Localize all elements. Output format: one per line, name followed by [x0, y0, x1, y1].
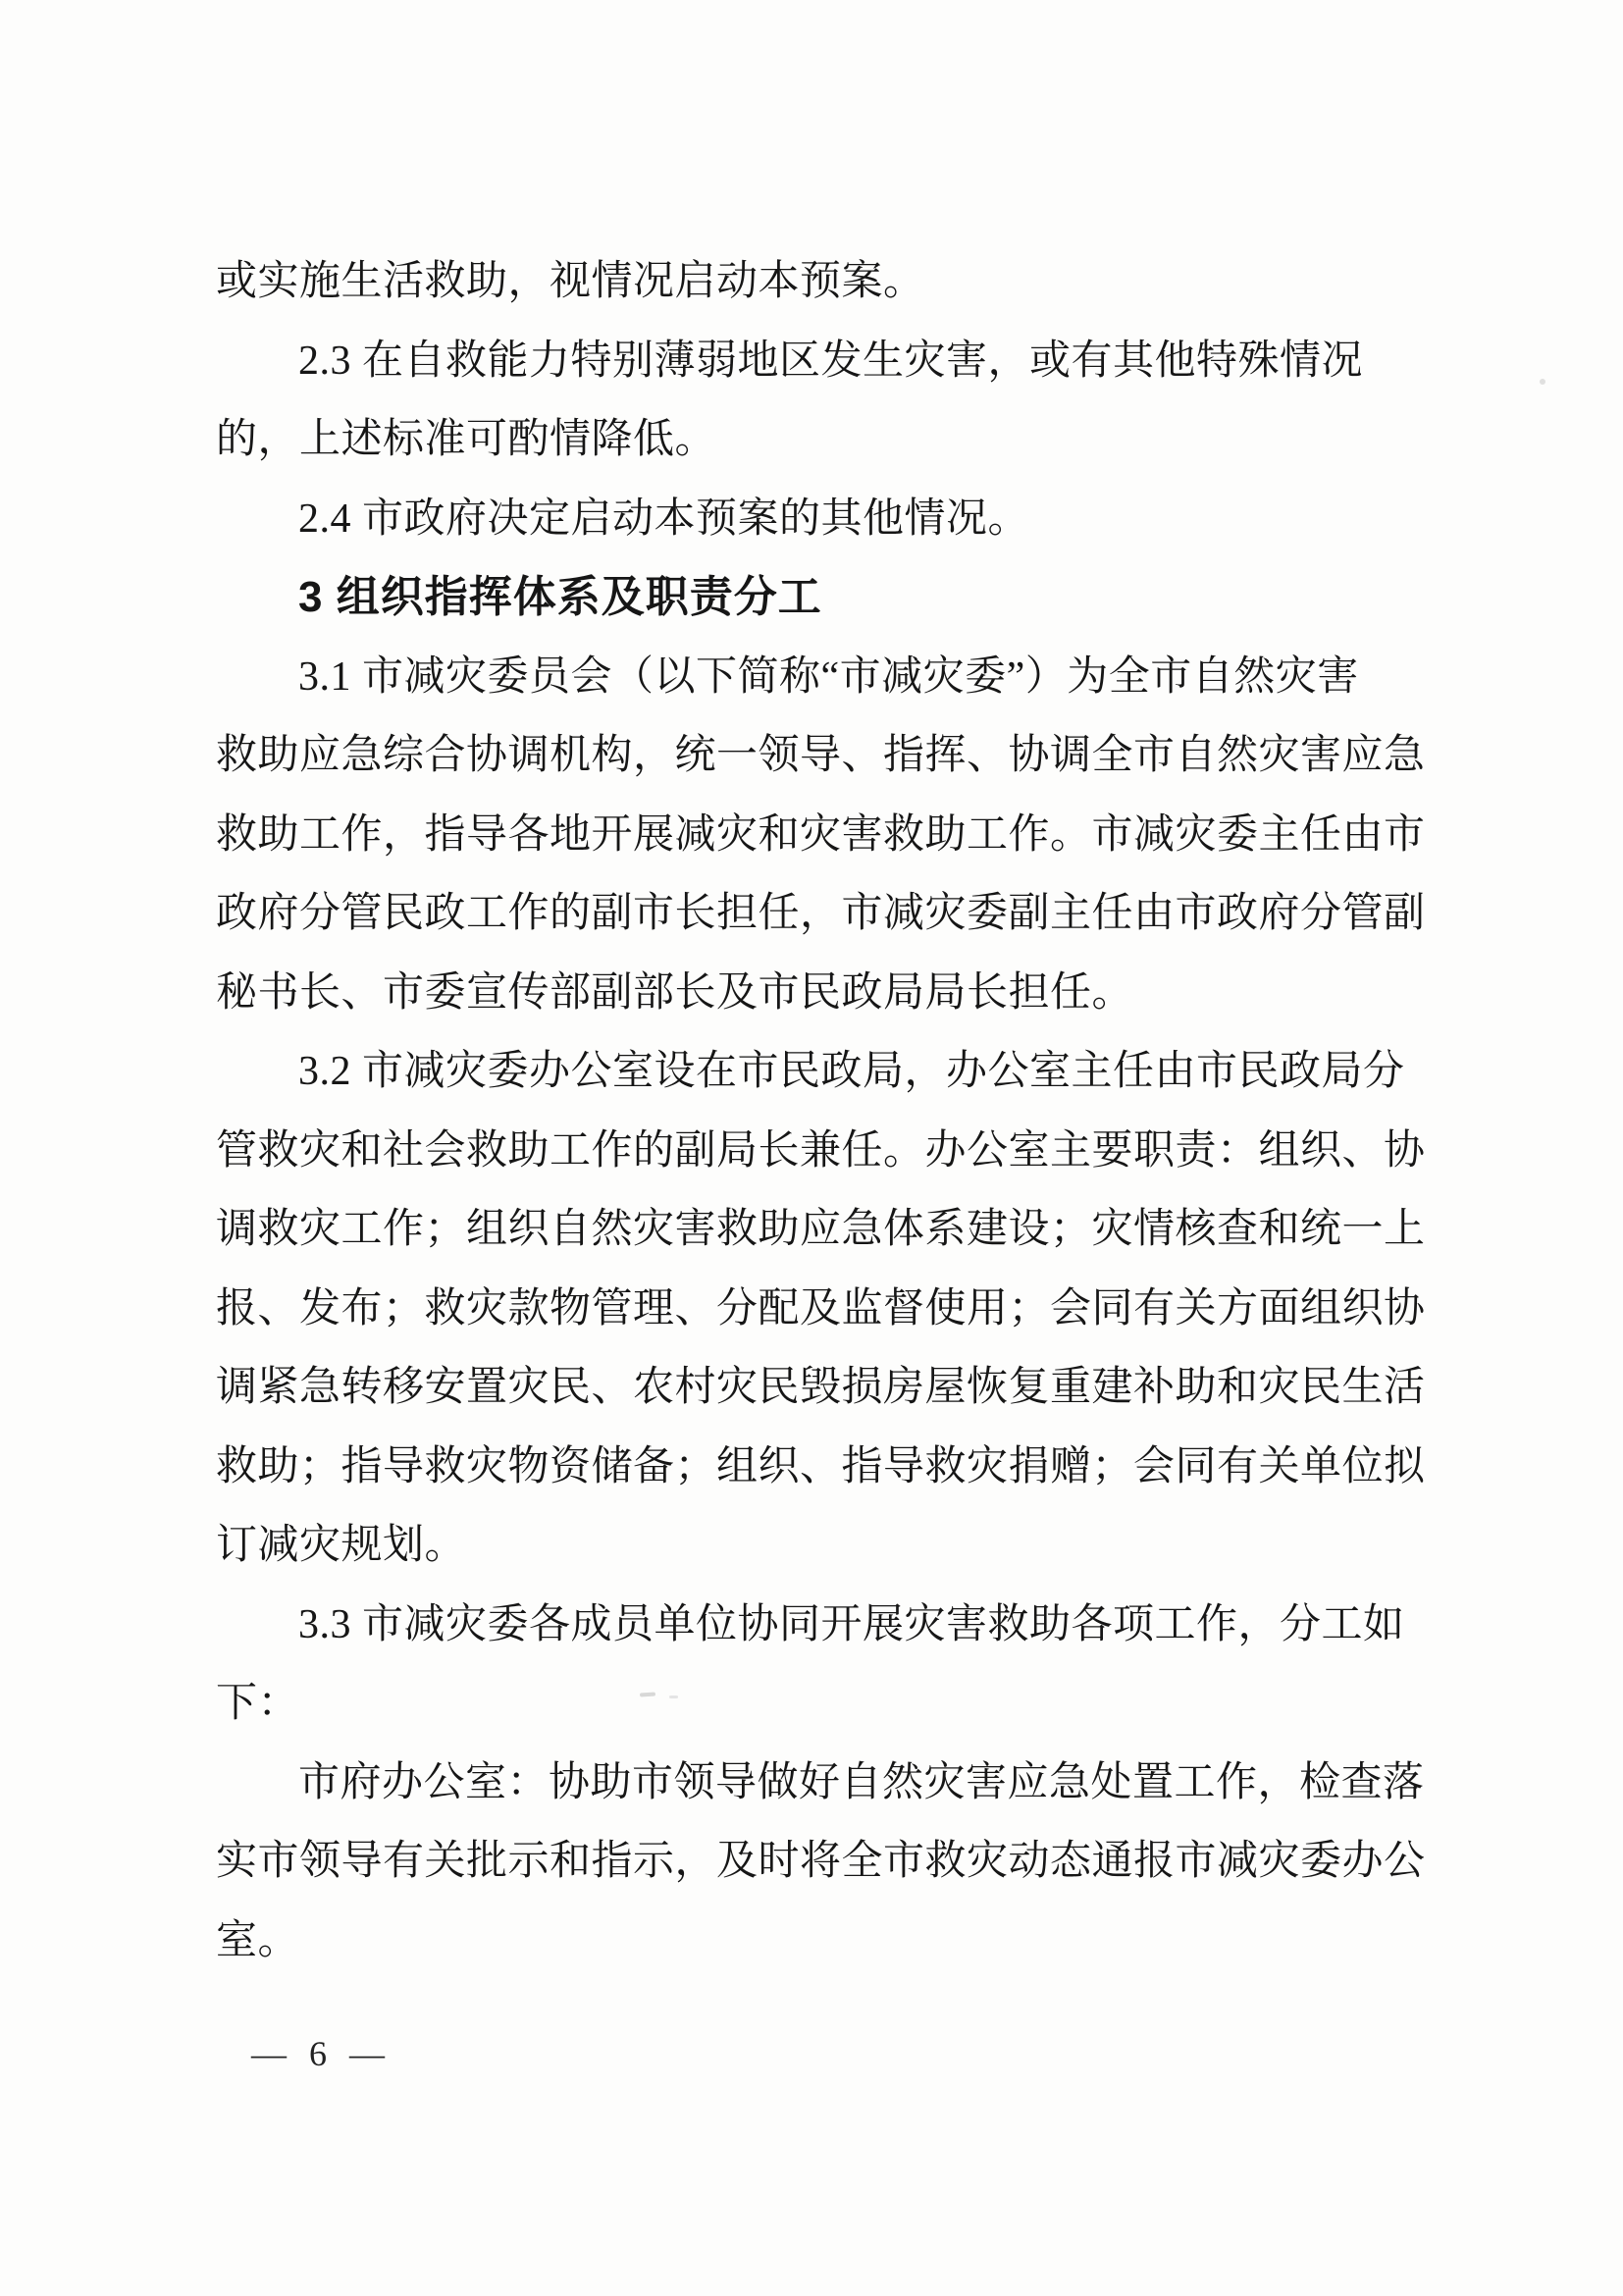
text-line: 下： — [216, 1681, 300, 1726]
document-body — [216, 242, 1426, 1980]
text-line: 报、发布；救灾款物管理、分配及监督使用；会同有关方面组织协 — [216, 1285, 1426, 1331]
text-line: 救助应急综合协调机构，统一领导、指挥、协调全市自然灾害应急 — [216, 733, 1426, 778]
text-line: 管救灾和社会救助工作的副局长兼任。办公室主要职责：组织、协 — [216, 1127, 1426, 1174]
text-line: 订减灾规划。 — [216, 1523, 467, 1568]
text-line: 救助工作，指导各地开展减灾和灾害救助工作。市减灾委主任由市 — [216, 811, 1426, 858]
text-line: 市府办公室：协助市领导做好自然灾害应急处置工作，检查落 — [298, 1759, 1425, 1805]
section-heading: 3 组织指挥体系及职责分工 — [298, 573, 822, 621]
text-line: 调救灾工作；组织自然灾害救助应急体系建设；灾情核查和统一上 — [216, 1207, 1426, 1252]
scan-artifact — [1540, 379, 1545, 385]
scan-artifact — [669, 1696, 678, 1698]
text-line: 秘书长、市委宣传部副部长及市民政局局长担任。 — [216, 969, 1134, 1016]
text-line: 救助；指导救灾物资储备；组织、指导救灾捐赠；会同有关单位拟 — [216, 1443, 1426, 1489]
text-line: 室。 — [216, 1917, 300, 1963]
text-line: 实市领导有关批示和指示，及时将全市救灾动态通报市减灾委办公 — [216, 1839, 1426, 1884]
text-line: 的，上述标准可酌情降低。 — [216, 417, 717, 462]
text-line: 3.1 市减灾委员会（以下简称“市减灾委”）为全市自然灾害 — [298, 653, 1359, 700]
text-line: 2.4 市政府决定启动本预案的其他情况。 — [298, 496, 1030, 542]
text-line: 3.2 市减灾委办公室设在市民政局，办公室主任由市民政局分 — [298, 1049, 1405, 1094]
text-line: 调紧急转移安置灾民、农村灾民毁损房屋恢复重建补助和灾民生活 — [216, 1365, 1426, 1410]
text-line: 3.3 市减灾委各成员单位协同开展灾害救助各项工作，分工如 — [298, 1601, 1405, 1647]
text-line: 2.3 在自救能力特别薄弱地区发生灾害，或有其他特殊情况 — [298, 338, 1364, 384]
text-line: 政府分管民政工作的副市长担任，市减灾委副主任由市政府分管副 — [216, 891, 1426, 936]
page-number: — 6 — — [251, 2034, 387, 2073]
text-line: 或实施生活救助，视情况启动本预案。 — [216, 259, 925, 304]
